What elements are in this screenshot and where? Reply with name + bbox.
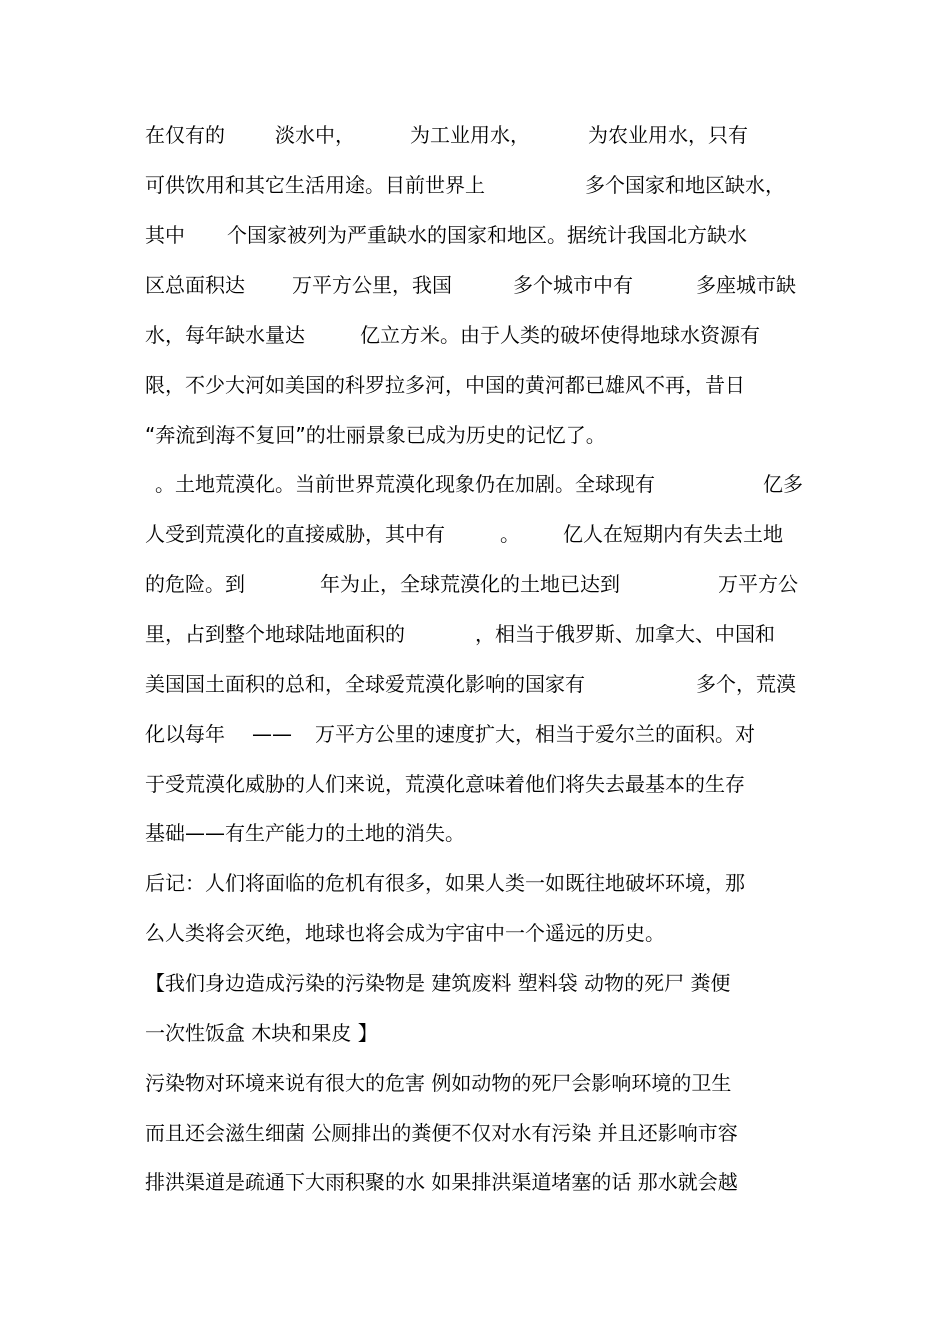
text-segment: 于受荒漠化威胁的人们来说，荒漠化意味着他们将失去最基本的生存: [145, 772, 745, 796]
text-segment: 里，占到整个地球陆地面积的: [145, 622, 405, 646]
text-segment: 一次性饭盒 木块和果皮 】: [145, 1021, 378, 1045]
text-segment: ——: [252, 722, 292, 746]
text-segment: 基础——有生产能力的土地的消失。: [145, 821, 465, 845]
text-segment: 多个国家和地区缺水，: [585, 173, 785, 197]
text-line: [0, 217, 950, 253]
text-line: [0, 417, 950, 453]
text-segment: 限，不少大河如美国的科罗拉多河，中国的黄河都已雄风不再，昔日: [145, 373, 745, 397]
text-segment: 。土地荒漠化。当前世界荒漠化现象仍在加剧。全球现有: [155, 472, 655, 496]
text-segment: 亿立方米。由于人类的破坏使得地球水资源有: [360, 323, 760, 347]
text-segment: 人受到荒漠化的直接威胁，其中有: [145, 522, 445, 546]
text-line: [0, 1115, 950, 1151]
text-line: [0, 865, 950, 901]
text-segment: 其中: [145, 223, 185, 247]
text-segment: 排洪渠道是疏通下大雨积聚的水 如果排洪渠道堵塞的话 那水就会越: [145, 1170, 738, 1194]
text-line: [0, 616, 950, 652]
text-segment: 水，每年缺水量达: [145, 323, 305, 347]
text-segment: 为农业用水，只有: [588, 123, 748, 147]
text-segment: 化以每年: [145, 722, 225, 746]
text-line: [0, 1015, 950, 1051]
text-segment: 而且还会滋生细菌 公厕排出的粪便不仅对水有污染 并且还影响市容: [145, 1121, 738, 1145]
text-segment: 。: [500, 522, 520, 546]
text-line: [0, 516, 950, 552]
text-line: [0, 666, 950, 702]
text-segment: “奔流到海不复回”的壮丽景象已成为历史的记忆了。: [145, 423, 606, 447]
text-segment: 美国国土面积的总和，全球爱荒漠化影响的国家有: [145, 672, 585, 696]
text-line: [0, 815, 950, 851]
text-segment: 亿多: [763, 472, 803, 496]
text-segment: 后记：人们将面临的危机有很多，如果人类一如既往地破坏环境，那: [145, 871, 745, 895]
text-segment: 的危险。到: [145, 572, 245, 596]
text-segment: 多个，荒漠: [696, 672, 796, 696]
text-line: [0, 965, 950, 1001]
text-line: [0, 1164, 950, 1200]
text-line: [0, 367, 950, 403]
text-segment: 万平方公: [718, 572, 798, 596]
text-segment: 个国家被列为严重缺水的国家和地区。据统计我国北方缺水: [227, 223, 747, 247]
text-segment: 为工业用水，: [410, 123, 530, 147]
text-line: [0, 317, 950, 353]
text-segment: 多个城市中有: [513, 273, 633, 297]
text-segment: 污染物对环境来说有很大的危害 例如动物的死尸会影响环境的卫生: [145, 1071, 732, 1095]
text-segment: 在仅有的: [145, 123, 225, 147]
text-line: [0, 566, 950, 602]
text-line: [0, 766, 950, 802]
text-segment: 年为止，全球荒漠化的土地已达到: [320, 572, 620, 596]
text-segment: 万平方公里的速度扩大，相当于爱尔兰的面积。对: [315, 722, 755, 746]
text-segment: 亿人在短期内有失去土地: [563, 522, 783, 546]
text-line: [0, 915, 950, 951]
text-line: [0, 117, 950, 153]
text-segment: 么人类将会灭绝，地球也将会成为宇宙中一个遥远的历史。: [145, 921, 665, 945]
text-segment: 区总面积达: [145, 273, 245, 297]
text-segment: 【我们身边造成污染的污染物是 建筑废料 塑料袋 动物的死尸 粪便: [145, 971, 731, 995]
text-line: [0, 466, 950, 502]
text-line: [0, 267, 950, 303]
text-line: [0, 167, 950, 203]
text-segment: 可供饮用和其它生活用途。目前世界上: [145, 173, 485, 197]
text-segment: ，相当于俄罗斯、加拿大、中国和: [475, 622, 775, 646]
text-segment: 多座城市缺: [696, 273, 796, 297]
text-line: [0, 1065, 950, 1101]
text-segment: 淡水中，: [275, 123, 355, 147]
text-segment: 万平方公里，我国: [292, 273, 452, 297]
text-line: [0, 716, 950, 752]
